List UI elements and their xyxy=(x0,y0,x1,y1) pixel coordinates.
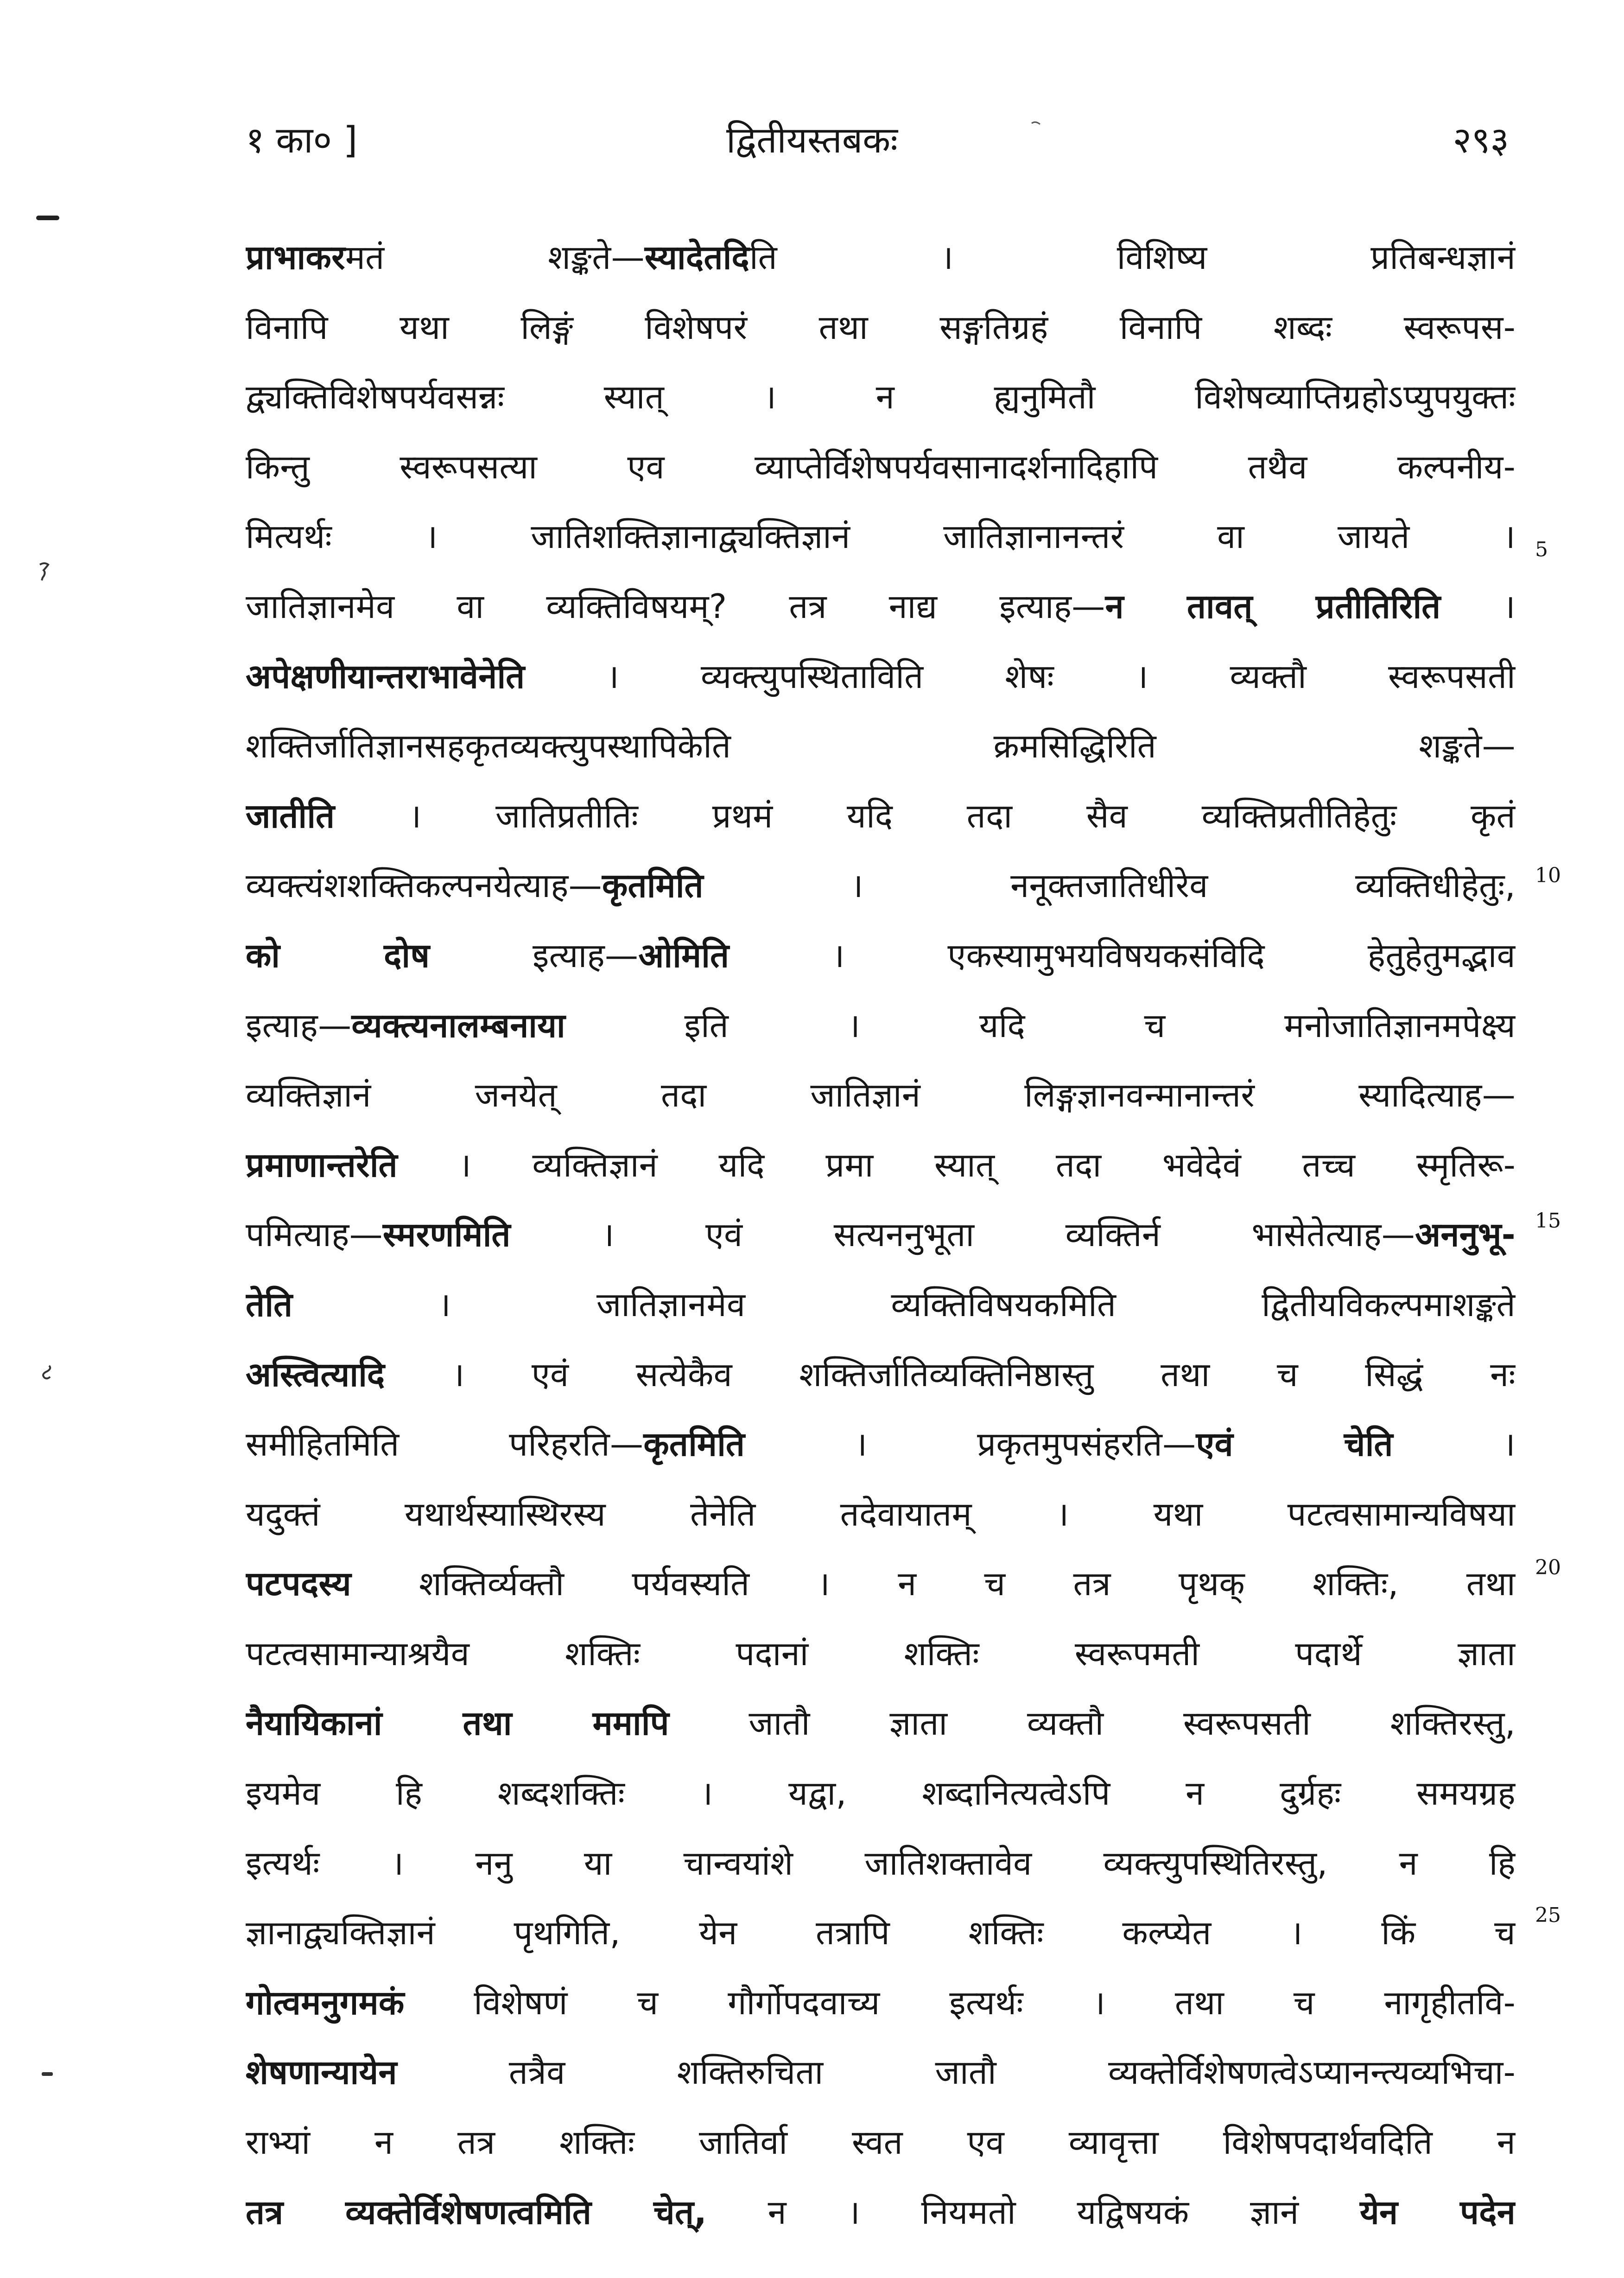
text-run: जातौ ज्ञाता व्यक्तौ स्वरूपसती शक्तिरस्तु, xyxy=(669,1704,1516,1743)
text-line xyxy=(246,1898,1516,1968)
text-run: इत्याह— xyxy=(246,1005,352,1045)
text-run: इत्याह— xyxy=(430,935,639,975)
text-run: । व्यक्तिज्ञानं यदि प्रमा स्यात् तदा भवेदेवं तच्च स्मृतिरू- xyxy=(397,1145,1516,1184)
text-line xyxy=(246,1968,1516,2038)
text-run: । xyxy=(1393,1425,1516,1464)
text-line xyxy=(246,1340,1516,1410)
text-line xyxy=(246,851,1516,921)
text-line xyxy=(246,502,1516,572)
text-run: तत्रैव शक्तिरुचिता जातौ व्यक्तेर्विशेषणत्वेऽप्यानन्त्यव्यभिचा- xyxy=(397,2053,1516,2092)
bold-lemma: जातीति xyxy=(246,796,335,835)
text-run: । एवं सत्येकैव शक्तिर्जातिव्यक्तिनिष्ठास्तु तथा च सिद्धं नः xyxy=(385,1355,1516,1394)
text-line xyxy=(246,1828,1516,1898)
text-line xyxy=(246,642,1516,712)
text-run: समीहितमिति परिहरति— xyxy=(246,1425,644,1464)
bold-lemma: नैयायिकानां तथा ममापि xyxy=(246,1704,669,1743)
text-line xyxy=(246,293,1516,363)
text-run: जातिज्ञानमेव वा व्यक्तिविषयम्? तत्र नाद्य इत्याह— xyxy=(246,586,1105,626)
text-run: । एकस्यामुभयविषयकसंविदि हेतुहेतुमद्भाव xyxy=(729,935,1516,975)
text-line xyxy=(246,2037,1516,2107)
bold-lemma: को दोष xyxy=(246,935,430,975)
text-run: । ननूक्तजातिधीरेव व्यक्तिधीहेतुः, xyxy=(703,866,1516,905)
text-run: विनापि यथा लिङ्गं विशेषपरं तथा सङ्गतिग्रहं विनापि शब्दः स्वरूपस- xyxy=(246,307,1516,347)
text-run: ज्ञानाद्व्यक्तिज्ञानं पृथगिति, येन तत्रापि शक्तिः कल्प्येत । किं च xyxy=(246,1913,1516,1953)
text-run: पटत्वसामान्याश्रयैव शक्तिः पदानां शक्तिः स्वरूपमती पदार्थे ज्ञाता xyxy=(246,1634,1516,1673)
text-line xyxy=(246,1688,1516,1758)
text-run: । जातिप्रतीतिः प्रथमं यदि तदा सैव व्यक्तिप्रतीतिहेतुः कृतं xyxy=(335,796,1516,835)
text-line xyxy=(246,1549,1516,1619)
text-run: किन्तु स्वरूपसत्या एव व्याप्तेर्विशेषपर्यवसानादर्शनादिहापि तथैव कल्पनीय- xyxy=(246,447,1516,486)
text-run: राभ्यां न तत्र शक्तिः जातिर्वा स्वत एव व्यावृत्ता विशेषपदार्थवदिति न xyxy=(246,2123,1516,2162)
bold-lemma: स्यादेतदि xyxy=(644,238,749,277)
bold-lemma: व्यक्त्यनालम्बनाया xyxy=(351,1005,565,1045)
bold-lemma: स्मरणमिति xyxy=(382,1215,511,1254)
text-run: द्व्यक्तिविशेषपर्यवसन्नः स्यात् । न ह्यनुमितौ विशेषव्याप्तिग्रहोऽप्युपयुक्तः xyxy=(246,377,1516,417)
text-line xyxy=(246,991,1516,1061)
text-line xyxy=(246,1479,1516,1549)
bold-lemma: येन पदेन xyxy=(1359,2192,1516,2232)
text-run: । xyxy=(1440,586,1516,626)
bold-lemma: शेषणान्यायेन xyxy=(246,2053,397,2092)
text-run: इति । यदि च मनोजातिज्ञानमपेक्ष्य xyxy=(565,1005,1516,1045)
text-run: शक्तिर्जातिज्ञानसहकृतव्यक्त्युपस्थापिकेति क्रमसिद्धिरिति शङ्कते— xyxy=(246,726,1516,766)
text-line xyxy=(246,572,1516,642)
text-line xyxy=(246,711,1516,781)
text-line xyxy=(246,223,1516,293)
text-run: । व्यक्त्युपस्थिताविति शेषः । व्यक्तौ स्वरूपसती xyxy=(525,656,1516,696)
bold-lemma: प्रमाणान्तरेति xyxy=(246,1145,398,1184)
text-line xyxy=(246,2107,1516,2177)
line-number-25: 25 xyxy=(1535,1903,1561,1927)
text-line xyxy=(246,921,1516,991)
text-line xyxy=(246,1270,1516,1340)
bold-lemma: तेति xyxy=(246,1285,293,1324)
bold-lemma: ओमिति xyxy=(638,935,730,975)
bold-lemma: न तावत् प्रतीतिरिति xyxy=(1105,586,1441,626)
line-number-15: 15 xyxy=(1535,1209,1561,1233)
bold-lemma: एवं चेति xyxy=(1196,1425,1393,1464)
text-run: इयमेव हि शब्दशक्तिः । यद्वा, शब्दानित्यत्वेऽपि न दुर्ग्रहः समयग्रह xyxy=(246,1774,1516,1813)
text-run: मतं शङ्कते— xyxy=(345,238,645,277)
text-run: । जातिज्ञानमेव व्यक्तिविषयकमिति द्वितीयविकल्पमाशङ्कते xyxy=(292,1285,1516,1324)
margin-dash-mark xyxy=(42,2072,53,2076)
header-running-title: द्वितीयस्तबकः xyxy=(726,120,898,161)
text-line xyxy=(246,1409,1516,1479)
text-run: । एवं सत्यननुभूता व्यक्तिर्न भासेतेत्याह— xyxy=(510,1215,1415,1254)
text-run: व्यक्तिज्ञानं जनयेत् तदा जातिज्ञानं लिङ्गज्ञानवन्मानान्तरं स्यादित्याह— xyxy=(246,1075,1516,1115)
text-line xyxy=(246,1060,1516,1130)
bold-lemma: अननुभू- xyxy=(1415,1215,1516,1254)
text-run: विशेषणं च गौर्गोपदवाच्य इत्यर्थः । तथा च नागृहीतवि- xyxy=(404,1983,1516,2022)
text-line xyxy=(246,1130,1516,1200)
text-line xyxy=(246,1200,1516,1270)
header-page-number: २९३ xyxy=(1453,120,1509,161)
text-line xyxy=(246,781,1516,851)
text-run: मित्यर्थः । जातिशक्तिज्ञानाद्व्यक्तिज्ञानं जातिज्ञानानन्तरं वा जायते । xyxy=(246,517,1516,556)
bold-lemma: कृतमिति xyxy=(602,866,704,905)
text-line xyxy=(246,1619,1516,1689)
text-run: । प्रकृतमुपसंहरति— xyxy=(745,1425,1196,1464)
text-line xyxy=(246,1758,1516,1828)
margin-dash-mark xyxy=(36,216,59,220)
margin-ink-mark-icon xyxy=(38,1364,54,1381)
header-chapter-reference: १ का० ] xyxy=(246,120,358,161)
text-line xyxy=(246,362,1516,432)
text-run: ति । विशिष्य प्रतिबन्धज्ञानं xyxy=(749,238,1516,277)
text-run: व्यक्त्यंशशक्तिकल्पनयेत्याह— xyxy=(246,866,602,905)
text-run: शक्तिर्व्यक्तौ पर्यवस्यति । न च तत्र पृथक् शक्तिः, तथा xyxy=(351,1564,1516,1604)
bold-lemma: अस्त्वित्यादि xyxy=(246,1355,385,1394)
bold-lemma: प्राभाकर xyxy=(246,238,345,277)
bold-lemma: अपेक्षणीयान्तराभावेनेति xyxy=(246,656,525,696)
line-number-10: 10 xyxy=(1535,864,1561,887)
bold-lemma: कृतमिति xyxy=(643,1425,745,1464)
line-number-20: 20 xyxy=(1535,1556,1561,1579)
text-line xyxy=(246,2177,1516,2247)
text-line xyxy=(246,432,1516,502)
margin-ink-mark-icon xyxy=(38,562,50,581)
commentary-text-block xyxy=(246,223,1516,2247)
text-run: इत्यर्थः । ननु या चान्वयांशे जातिशक्तावेव व्यक्त्युपस्थितिरस्तु, न हि xyxy=(246,1843,1516,1883)
text-run: न । नियमतो यद्विषयकं ज्ञानं xyxy=(707,2192,1360,2232)
line-number-5: 5 xyxy=(1535,538,1548,561)
text-run: यदुक्तं यथार्थस्यास्थिरस्य तेनेति तदेवायातम् । यथा पटत्वसामान्यविषया xyxy=(246,1494,1516,1534)
bold-lemma: गोत्वमनुगमकं xyxy=(246,1983,405,2022)
printer-speck-mark xyxy=(1031,121,1041,127)
text-run: पमित्याह— xyxy=(246,1215,383,1254)
bold-lemma: तत्र व्यक्तेर्विशेषणत्वमिति चेत्, xyxy=(246,2192,707,2232)
bold-lemma: पटपदस्य xyxy=(246,1564,351,1604)
